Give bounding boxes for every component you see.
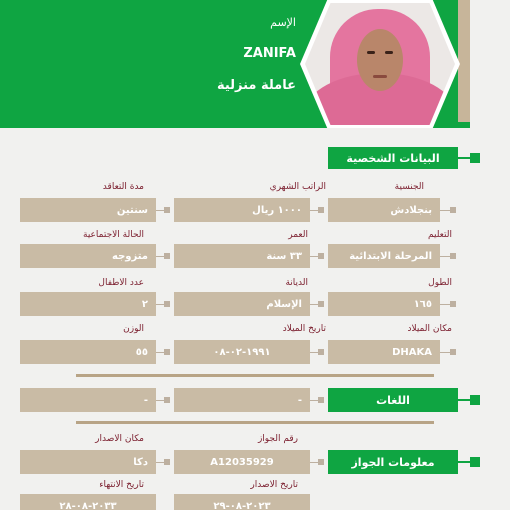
connector-dot (164, 207, 170, 213)
field-issue-place: دكا (20, 450, 156, 474)
photo-eye (367, 51, 375, 54)
field-label: تاريخ الانتهاء (99, 480, 144, 490)
field-expiry-date: ٢٠٣٣-٠٨-٢٨ (20, 494, 156, 510)
field-label: الراتب الشهري (269, 182, 326, 192)
section-divider (76, 374, 434, 377)
section-passport-title: معلومات الجواز (328, 450, 458, 474)
connector-line (440, 210, 450, 211)
field-marital-status: متزوجه (20, 244, 156, 268)
field-label: التعليم (428, 230, 452, 240)
section-personal-title: البيانات الشخصية (328, 147, 458, 169)
field-contract: سنتين (20, 198, 156, 222)
connector-dot (164, 459, 170, 465)
job-title: عاملة منزلية (216, 78, 296, 93)
connector-dot (318, 397, 324, 403)
field-religion: الإسلام (174, 292, 310, 316)
connector-dot (164, 349, 170, 355)
section-marker (470, 457, 480, 467)
field-label: مدة التعاقد (102, 182, 144, 192)
field-education: المرحلة الابتدائية (328, 244, 440, 268)
connector-line (440, 304, 450, 305)
field-nationality: بنجلادش (328, 198, 440, 222)
field-label: الديانة (285, 278, 308, 288)
header-margin (470, 0, 510, 128)
section-divider (76, 421, 434, 424)
connector-dot (450, 253, 456, 259)
connector-dot (450, 207, 456, 213)
field-label: مكان الاصدار (95, 434, 144, 444)
section-languages-title: اللغات (328, 388, 458, 412)
field-label: الحالة الاجتماعية (83, 230, 144, 240)
field-label: رقم الجواز (257, 434, 298, 444)
language-field: - (20, 388, 156, 412)
field-label: تاريخ الميلاد (282, 324, 326, 334)
section-marker (470, 395, 480, 405)
section-marker (470, 153, 480, 163)
connector-line (440, 352, 450, 353)
connector-dot (318, 207, 324, 213)
field-label: العمر (288, 230, 308, 240)
field-label: الجنسية (394, 182, 424, 192)
person-name: ZANIFA (243, 46, 296, 61)
connector-dot (318, 459, 324, 465)
photo-mouth (373, 75, 387, 78)
field-salary: ١٠٠٠ ريال (174, 198, 310, 222)
field-label: تاريخ الاصدار (250, 480, 298, 490)
photo-eye (385, 51, 393, 54)
field-issue-date: ٢٠٢٣-٠٨-٢٩ (174, 494, 310, 510)
field-label: الطول (428, 278, 452, 288)
connector-dot (164, 397, 170, 403)
field-children: ٢ (20, 292, 156, 316)
field-label: مكان الميلاد (407, 324, 452, 334)
connector-dot (318, 301, 324, 307)
connector-dot (318, 349, 324, 355)
field-weight: ٥٥ (20, 340, 156, 364)
field-birthdate: ١٩٩١-٠٢-٠٨ (174, 340, 310, 364)
connector-dot (450, 349, 456, 355)
field-birthplace: DHAKA (328, 340, 440, 364)
section-connector (458, 157, 470, 159)
connector-line (440, 256, 450, 257)
header-stripe (458, 0, 470, 122)
connector-dot (164, 253, 170, 259)
connector-dot (318, 253, 324, 259)
field-label: الوزن (123, 324, 144, 334)
field-height: ١٦٥ (328, 292, 440, 316)
name-label: الإسم (270, 16, 296, 29)
connector-dot (164, 301, 170, 307)
field-label: عدد الاطفال (98, 278, 144, 288)
field-age: ٣٣ سنة (174, 244, 310, 268)
field-passport-number: A12035929 (174, 450, 310, 474)
connector-dot (450, 301, 456, 307)
photo-face (357, 29, 403, 91)
section-connector (458, 399, 470, 401)
profile-photo (305, 3, 455, 125)
section-connector (458, 461, 470, 463)
language-field: - (174, 388, 310, 412)
